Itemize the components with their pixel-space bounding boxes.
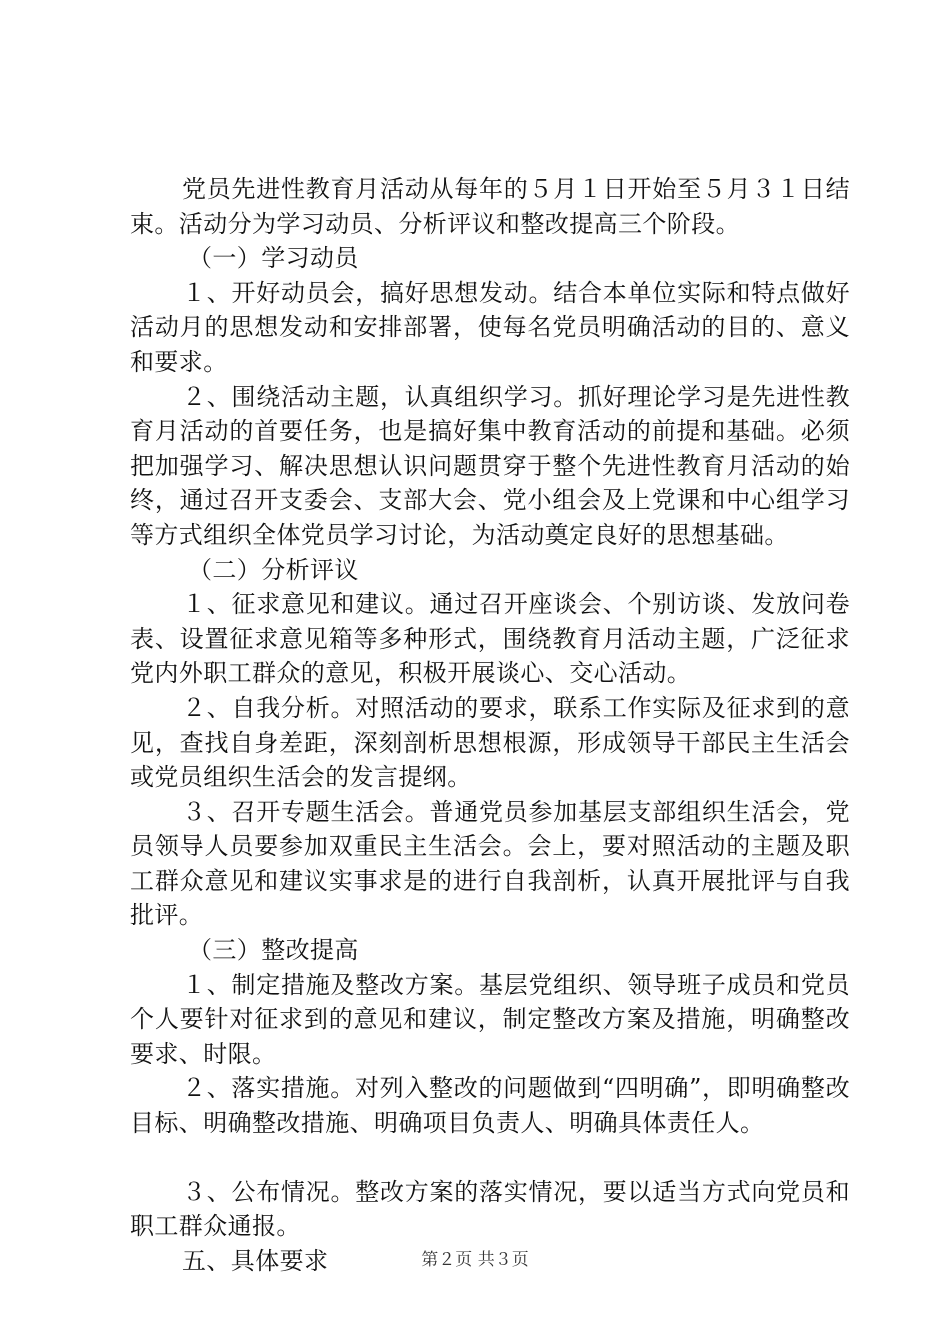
paragraph-rectify-3: ３、公布情况。整改方案的落实情况，要以适当方式向党员和职工群众通报。 [130, 1177, 850, 1241]
section-heading-requirements: 五、具体要求 [182, 1246, 329, 1275]
section-heading-study: （一）学习动员 [188, 244, 359, 273]
paragraph-study-1: １、开好动员会，搞好思想发动。结合本单位实际和特点做好活动月的思想发动和安排部署，使每名党员明确活动的目的、意义和要求。 [130, 278, 850, 376]
paragraph-intro: 党员先进性教育月活动从每年的５月１日开始至５月３１日结束。活动分为学习动员、分析评议和整改提高三个阶段。 [130, 175, 850, 238]
section-heading-review: （二）分析评议 [188, 555, 359, 584]
paragraph-rectify-1: １、制定措施及整改方案。基层党组织、领导班子成员和党员个人要针对征求到的意见和建议，制定整改方案及措施，明确整改要求、时限。 [130, 970, 850, 1068]
paragraph-review-1: １、征求意见和建议。通过召开座谈会、个别访谈、发放问卷表、设置征求意见箱等多种形式，围绕教育月活动主题，广泛征求党内外职工群众的意见，积极开展谈心、交心活动。 [130, 590, 850, 688]
document-body [130, 172, 850, 1278]
paragraph-review-3: ３、召开专题生活会。普通党员参加基层支部组织生活会，党员领导人员要参加双重民主生活会。会上，要对照活动的主题及职工群众意见和建议实事求是的进行自我剖析，认真开展批评与自我批评。 [130, 797, 850, 930]
paragraph-rectify-2: ２、落实措施。对列入整改的问题做到“四明确”，即明确整改目标、明确整改措施、明确项目负责人、明确具体责任人。 [130, 1074, 850, 1138]
paragraph-study-2: ２、围绕活动主题，认真组织学习。抓好理论学习是先进性教育月活动的首要任务，也是搞好集中教育活动的前提和基础。必须把加强学习、解决思想认识问题贯穿于整个先进性教育月活动的始终，通过召开支委会、支部大会、党小组会及上党课和中心组学习等方式组织全体党员学习讨论，为活动奠定良好的思想基础。 [130, 382, 850, 549]
paragraph-review-2: ２、自我分析。对照活动的要求，联系工作实际及征求到的意见，查找自身差距，深刻剖析思想根源，形成领导干部民主生活会或党员组织生活会的发言提纲。 [130, 693, 850, 792]
page-number-footer: 第２页 共３页 [421, 1250, 529, 1270]
section-heading-rectify: （三）整改提高 [188, 936, 359, 965]
